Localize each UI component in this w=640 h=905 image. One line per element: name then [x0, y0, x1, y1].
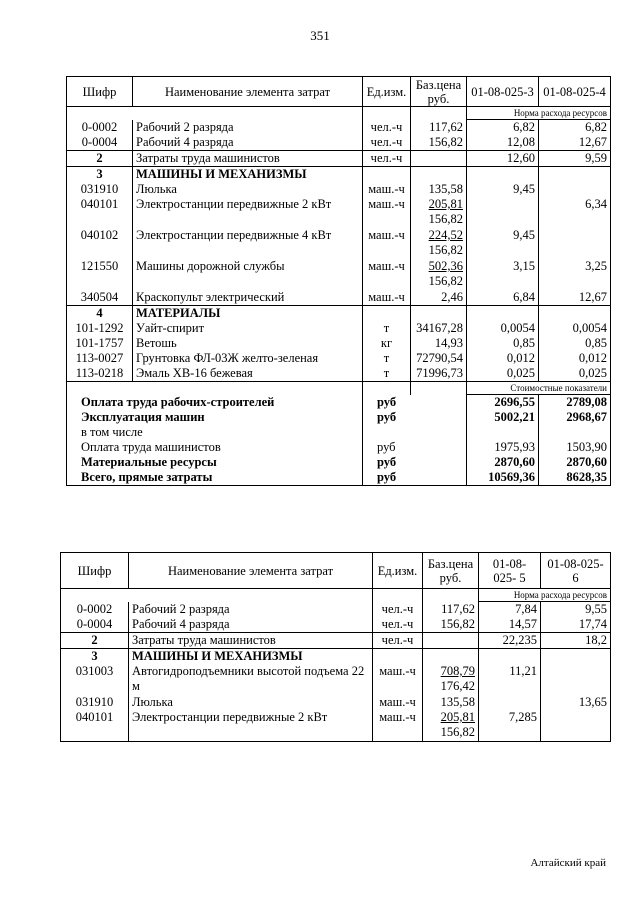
cost-value-1: 1975,93	[467, 440, 539, 455]
row-unit: чел.-ч	[373, 633, 423, 649]
cost-value-2: 2789,08	[539, 395, 611, 411]
table-row	[67, 336, 611, 351]
row-value-1: 22,235	[479, 633, 541, 649]
row-unit: маш.-ч	[363, 290, 411, 306]
row-value-1: 0,0054	[467, 321, 539, 336]
header-col1: 01-08-025-3	[467, 77, 539, 107]
row-unit: т	[363, 366, 411, 382]
table-row	[67, 120, 611, 136]
row-value-2	[539, 182, 611, 197]
table-row	[61, 695, 611, 710]
row-value-2: 9,55	[541, 602, 611, 618]
row-price: 117,62	[423, 602, 479, 618]
row-name: МАШИНЫ И МЕХАНИЗМЫ	[129, 649, 373, 665]
header-code: Шифр	[67, 77, 133, 107]
cost-value-1	[467, 425, 539, 440]
cost-row	[67, 410, 611, 425]
table-row	[67, 228, 611, 259]
row-name: Краскопульт электрический	[133, 290, 363, 306]
row-value-2: 6,34	[539, 197, 611, 228]
row-code: 040101	[67, 197, 133, 228]
row-code: 031910	[67, 182, 133, 197]
row-value-2: 12,67	[539, 290, 611, 306]
row-unit	[373, 649, 423, 665]
row-price: 34167,28	[411, 321, 467, 336]
cost-name: Эксплуатация машин	[67, 410, 363, 425]
row-code: 101-1292	[67, 321, 133, 336]
row-price: 2,46	[411, 290, 467, 306]
row-name: Электростанции передвижные 2 кВт	[133, 197, 363, 228]
table-row	[67, 182, 611, 197]
row-price: 14,93	[411, 336, 467, 351]
row-price	[423, 633, 479, 649]
row-value-1	[479, 649, 541, 665]
row-price: 205,81 156,82	[411, 197, 467, 228]
row-name: Затраты труда машинистов	[129, 633, 373, 649]
cost-row	[67, 470, 611, 486]
table-row	[61, 649, 611, 665]
row-unit: чел.-ч	[363, 120, 411, 136]
row-name: МАТЕРИАЛЫ	[133, 306, 363, 322]
row-code: 031910	[61, 695, 129, 710]
row-value-1: 0,025	[467, 366, 539, 382]
cost-value-1: 2870,60	[467, 455, 539, 470]
row-value-2: 17,74	[541, 617, 611, 633]
table-row	[67, 290, 611, 306]
header-name: Наименование элемента затрат	[133, 77, 363, 107]
row-value-1: 14,57	[479, 617, 541, 633]
row-code: 040101	[61, 710, 129, 742]
row-unit: т	[363, 321, 411, 336]
row-name: Электростанции передвижные 4 кВт	[133, 228, 363, 259]
table-row	[67, 306, 611, 322]
row-value-2	[539, 167, 611, 183]
row-price	[411, 306, 467, 322]
row-value-2: 9,59	[539, 151, 611, 167]
row-name: Ветошь	[133, 336, 363, 351]
row-unit	[363, 306, 411, 322]
row-code: 121550	[67, 259, 133, 290]
row-price: 224,52 156,82	[411, 228, 467, 259]
table-row	[61, 664, 611, 695]
header-price: Баз.цена руб.	[423, 553, 479, 589]
cost-unit: руб	[363, 410, 467, 425]
row-price	[423, 649, 479, 665]
row-name: Машины дорожной службы	[133, 259, 363, 290]
row-value-1: 0,012	[467, 351, 539, 366]
row-value-1: 6,84	[467, 290, 539, 306]
row-code: 4	[67, 306, 133, 322]
row-code: 113-0027	[67, 351, 133, 366]
row-price: 502,36 156,82	[411, 259, 467, 290]
row-unit: т	[363, 351, 411, 366]
header-col2: 01-08-025-4	[539, 77, 611, 107]
row-price: 156,82	[411, 135, 467, 151]
row-value-1: 0,85	[467, 336, 539, 351]
row-value-1: 11,21	[479, 664, 541, 695]
header-col1: 01-08-025- 5	[479, 553, 541, 589]
row-value-2: 18,2	[541, 633, 611, 649]
table-row	[67, 197, 611, 228]
row-value-2: 12,67	[539, 135, 611, 151]
row-name: Затраты труда машинистов	[133, 151, 363, 167]
cost-name: в том числе	[67, 425, 363, 440]
row-name: Рабочий 2 разряда	[133, 120, 363, 136]
row-value-1	[467, 306, 539, 322]
cost-value-1: 10569,36	[467, 470, 539, 486]
row-price: 205,81 156,82	[423, 710, 479, 742]
row-value-1	[467, 197, 539, 228]
cost-label: Стоимостные показатели	[467, 382, 611, 395]
page-number: 351	[310, 28, 330, 43]
row-unit: маш.-ч	[363, 197, 411, 228]
row-code: 3	[67, 167, 133, 183]
table-row	[67, 321, 611, 336]
row-unit: чел.-ч	[363, 135, 411, 151]
row-value-2: 13,65	[541, 695, 611, 710]
table-row	[67, 366, 611, 382]
cost-value-2: 2870,60	[539, 455, 611, 470]
row-value-2: 6,82	[539, 120, 611, 136]
row-code: 101-1757	[67, 336, 133, 351]
row-code: 340504	[67, 290, 133, 306]
row-unit: маш.-ч	[363, 182, 411, 197]
row-price: 135,58	[411, 182, 467, 197]
row-value-1: 7,285	[479, 710, 541, 742]
cost-row	[67, 395, 611, 411]
row-value-2	[539, 306, 611, 322]
row-value-2	[541, 664, 611, 695]
row-value-2	[541, 649, 611, 665]
row-code: 0-0002	[61, 602, 129, 618]
row-code: 2	[61, 633, 129, 649]
row-name: Уайт-спирит	[133, 321, 363, 336]
row-name: Рабочий 2 разряда	[129, 602, 373, 618]
cost-unit: руб	[363, 440, 467, 455]
row-name: Грунтовка ФЛ-03Ж желто-зеленая	[133, 351, 363, 366]
row-price: 72790,54	[411, 351, 467, 366]
row-value-1: 7,84	[479, 602, 541, 618]
row-value-2: 0,025	[539, 366, 611, 382]
row-value-1: 3,15	[467, 259, 539, 290]
row-price: 156,82	[423, 617, 479, 633]
row-value-1	[479, 695, 541, 710]
row-unit	[363, 167, 411, 183]
row-name: Автогидроподъемники высотой подъема 22 м	[129, 664, 373, 695]
cost-row	[67, 425, 611, 440]
row-unit: чел.-ч	[373, 617, 423, 633]
row-value-2: 0,0054	[539, 321, 611, 336]
row-name: Люлька	[129, 695, 373, 710]
row-unit: маш.-ч	[373, 695, 423, 710]
row-price: 71996,73	[411, 366, 467, 382]
row-unit: маш.-ч	[373, 664, 423, 695]
row-value-1: 12,60	[467, 151, 539, 167]
row-name: Электростанции передвижные 2 кВт	[129, 710, 373, 742]
row-value-2: 3,25	[539, 259, 611, 290]
row-name: Эмаль ХВ-16 бежевая	[133, 366, 363, 382]
row-price: 117,62	[411, 120, 467, 136]
cost-value-2: 8628,35	[539, 470, 611, 486]
row-unit: маш.-ч	[373, 710, 423, 742]
table-row	[67, 135, 611, 151]
table-row	[67, 151, 611, 167]
row-price	[411, 167, 467, 183]
cost-row	[67, 455, 611, 470]
row-name: Люлька	[133, 182, 363, 197]
row-value-1: 9,45	[467, 228, 539, 259]
row-unit: чел.-ч	[363, 151, 411, 167]
row-unit: маш.-ч	[363, 259, 411, 290]
cost-row	[67, 440, 611, 455]
cost-value-1: 5002,21	[467, 410, 539, 425]
row-unit: маш.-ч	[363, 228, 411, 259]
row-value-1	[467, 167, 539, 183]
row-value-2: 0,012	[539, 351, 611, 366]
resource-table-2	[60, 552, 611, 742]
norm-label: Норма расхода ресурсов	[479, 589, 611, 602]
row-code: 0-0002	[67, 120, 133, 136]
header-name: Наименование элемента затрат	[129, 553, 373, 589]
row-value-1: 9,45	[467, 182, 539, 197]
row-name: МАШИНЫ И МЕХАНИЗМЫ	[133, 167, 363, 183]
row-price: 135,58	[423, 695, 479, 710]
cost-name: Всего, прямые затраты	[67, 470, 363, 486]
header-col2: 01-08-025- 6	[541, 553, 611, 589]
region-label: Алтайский край	[530, 857, 606, 869]
header-price: Баз.цена руб.	[411, 77, 467, 107]
row-code: 031003	[61, 664, 129, 695]
cost-name: Оплата труда рабочих-строителей	[67, 395, 363, 411]
table-row	[67, 259, 611, 290]
table-row	[61, 617, 611, 633]
row-price	[411, 151, 467, 167]
table-row	[61, 710, 611, 742]
table-row	[61, 633, 611, 649]
row-price: 708,79 176,42	[423, 664, 479, 695]
header-unit: Ед.изм.	[363, 77, 411, 107]
row-code: 040102	[67, 228, 133, 259]
cost-value-1: 2696,55	[467, 395, 539, 411]
cost-name: Материальные ресурсы	[67, 455, 363, 470]
row-unit: чел.-ч	[373, 602, 423, 618]
row-value-2	[541, 710, 611, 742]
row-code: 0-0004	[61, 617, 129, 633]
table-row	[67, 167, 611, 183]
cost-unit: руб	[363, 470, 467, 486]
row-unit: кг	[363, 336, 411, 351]
row-code: 0-0004	[67, 135, 133, 151]
table-row	[61, 602, 611, 618]
row-value-1: 12,08	[467, 135, 539, 151]
row-code: 2	[67, 151, 133, 167]
row-code: 3	[61, 649, 129, 665]
row-value-1: 6,82	[467, 120, 539, 136]
row-value-2	[539, 228, 611, 259]
header-unit: Ед.изм.	[373, 553, 423, 589]
resource-table-1	[66, 76, 611, 486]
row-name: Рабочий 4 разряда	[133, 135, 363, 151]
cost-unit	[363, 425, 467, 440]
cost-value-2: 2968,67	[539, 410, 611, 425]
row-name: Рабочий 4 разряда	[129, 617, 373, 633]
row-value-2: 0,85	[539, 336, 611, 351]
cost-unit: руб	[363, 395, 467, 411]
header-code: Шифр	[61, 553, 129, 589]
cost-value-2	[539, 425, 611, 440]
row-code: 113-0218	[67, 366, 133, 382]
cost-value-2: 1503,90	[539, 440, 611, 455]
cost-name: Оплата труда машинистов	[67, 440, 363, 455]
norm-label: Норма расхода ресурсов	[467, 107, 611, 120]
cost-unit: руб	[363, 455, 467, 470]
table-row	[67, 351, 611, 366]
